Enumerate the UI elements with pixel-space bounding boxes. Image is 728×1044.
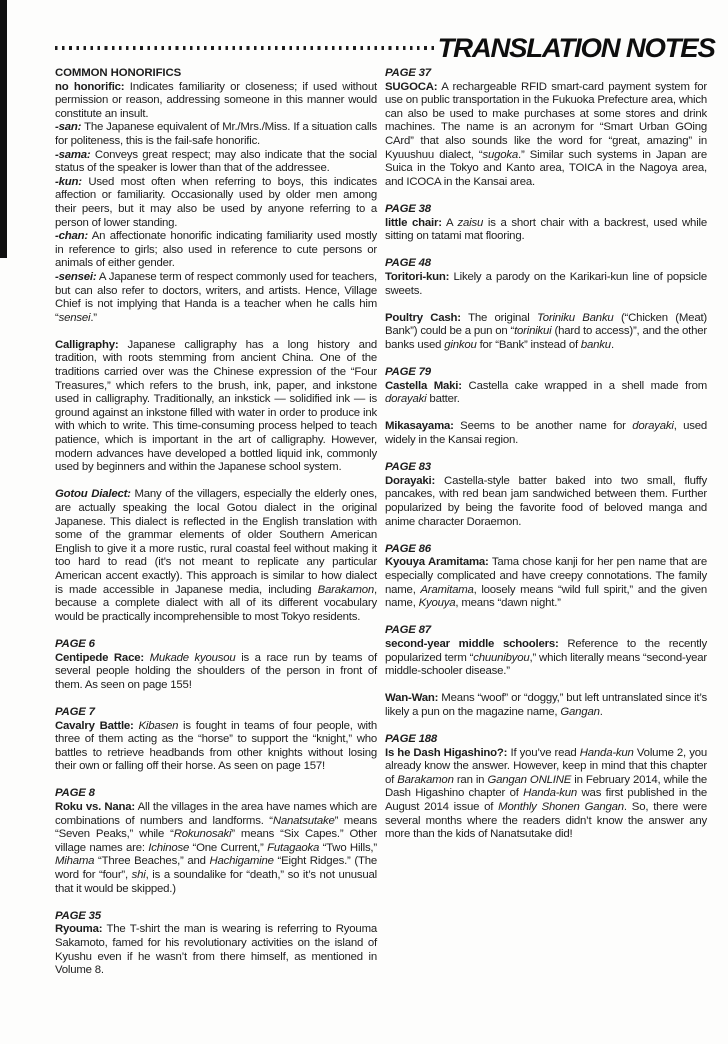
note-block bbox=[385, 624, 707, 719]
text-run: Rokunosaki bbox=[173, 828, 232, 841]
text-run: Used most often when referring to boys, this indicates affection or familiarity. Occasionally used by older men among their peers, but it may also be used by anyone referring to a person of lower standing. bbox=[55, 175, 377, 229]
text-run: “Eight Ridges.” (The word for “four”, bbox=[55, 855, 377, 882]
page-label: PAGE 37 bbox=[385, 67, 431, 79]
text-run: Toriniku Banku bbox=[537, 311, 614, 324]
text-run: little chair: bbox=[385, 216, 442, 229]
dotted-rule bbox=[55, 46, 434, 49]
text-run: Is he Dash Higashino?: bbox=[385, 746, 508, 759]
note-paragraph bbox=[385, 692, 707, 719]
text-run: Means “woof” or “doggy,” but left untranslated since it’s likely a pun on the magazine name, bbox=[385, 692, 707, 718]
page-header bbox=[55, 33, 715, 63]
text-run: Poultry Cash: bbox=[385, 311, 461, 324]
text-run: Nanatsutake bbox=[272, 814, 335, 827]
text-run: Gangan bbox=[560, 705, 600, 718]
notes-column-left bbox=[55, 67, 377, 991]
note-block bbox=[55, 638, 377, 692]
text-run: Conveys great respect; may also indicate that the social status of the speaker is lower than that of the addressee. bbox=[55, 148, 377, 175]
note-paragraph bbox=[55, 121, 377, 148]
text-run: A rechargeable RFID smart-card payment system for use on public transportation in the Fukuoka Prefecture area, which can also be used to make purchases at some stores and drink machines. The name is an acronym for “Smart Urban GOing CArd” that also sounds like the word for “great, amazing” in Kyuushuu dialect, “ bbox=[385, 80, 707, 161]
text-run: Calligraphy: bbox=[55, 338, 119, 351]
text-run: Volume 2, you already know the answer. However, keep in mind that this chapter of bbox=[385, 746, 707, 786]
text-run: second-year middle schoolers: bbox=[385, 637, 559, 650]
text-run: The Japanese equivalent of Mr./Mrs./Miss. If a situation calls for politeness, this is the fail-safe honorific. bbox=[55, 121, 377, 147]
text-run: Hachigamine bbox=[209, 855, 274, 868]
text-run: Ryouma: bbox=[55, 923, 103, 936]
text-run: is a race run by teams of several people holding the shoulders of the person in front of them. As seen on page 155! bbox=[55, 651, 377, 691]
text-run: ran in bbox=[453, 773, 488, 786]
page-label: PAGE 188 bbox=[385, 733, 438, 746]
note-paragraph bbox=[385, 638, 707, 679]
note-paragraph bbox=[55, 271, 377, 325]
text-run: Seems to be another name for bbox=[453, 420, 633, 433]
text-run: , means “dawn night.” bbox=[455, 597, 561, 610]
text-run: Gotou Dialect: bbox=[55, 488, 131, 501]
page-label: PAGE 35 bbox=[55, 909, 101, 922]
text-run: Centipede Race: bbox=[55, 651, 144, 664]
text-run: (“Chicken (Meat) Bank”) could be a pun on “ bbox=[385, 311, 708, 338]
text-run: Indicates familiarity or closeness; if used without permission or reason, addressing someone in this manner would constitute an insult. bbox=[55, 80, 377, 120]
text-run: in February 2014, while the Dash Higashino chapter of bbox=[385, 773, 707, 800]
text-run: Barakamon bbox=[317, 583, 375, 596]
text-run: banku bbox=[580, 338, 611, 351]
note-block bbox=[385, 366, 707, 448]
text-run: , because a complete dialect with all of its different vocabulary would be practically incomprehensible to most Tokyo residents. bbox=[55, 583, 377, 623]
text-run: Cavalry Battle: bbox=[55, 719, 134, 732]
text-run: Futagaoka bbox=[267, 841, 320, 854]
note-block bbox=[385, 733, 707, 842]
text-run: A bbox=[441, 216, 458, 229]
note-paragraph bbox=[385, 217, 707, 244]
text-run: Kyouya Aramitama: bbox=[385, 556, 489, 569]
text-run: Mikasayama: bbox=[385, 420, 454, 433]
text-run: ” means “Seven Peaks,” while “ bbox=[55, 814, 377, 841]
text-run: Reference to the recently popularized term “ bbox=[385, 637, 708, 664]
note-paragraph bbox=[385, 475, 707, 529]
text-run: sensei bbox=[58, 311, 91, 324]
text-run: no honorific: bbox=[55, 80, 125, 93]
note-paragraph bbox=[55, 720, 377, 774]
page-label: PAGE 83 bbox=[385, 461, 431, 474]
text-run: The T-shirt the man is wearing is referring to Ryouma Sakamoto, famed for his revolutionary activities on the island of Kyushu even if he wasn’t from there himself, as mentioned in Volume 8. bbox=[55, 923, 377, 977]
note-paragraph bbox=[385, 556, 707, 610]
text-run: All the villages in the area have names which are combinations of numbers and landforms. “ bbox=[55, 801, 377, 827]
note-block bbox=[55, 706, 377, 774]
page-label: PAGE 86 bbox=[385, 542, 431, 555]
text-run: .” bbox=[90, 311, 97, 324]
text-run: for “Bank” instead of bbox=[476, 338, 581, 351]
text-run: The original bbox=[460, 311, 538, 324]
text-run: Mukade kyousou bbox=[149, 651, 236, 664]
text-run: .” Similar such systems in Japan are Suica in the Tokyo and Kanto area, TOICA in the Nagoya area, and ICOCA in the Kansai area. bbox=[385, 148, 708, 188]
note-block bbox=[385, 67, 707, 189]
text-run: dorayaki bbox=[385, 393, 427, 406]
text-run: Roku vs. Nana: bbox=[55, 801, 135, 814]
text-run: ,” which literally means “second-year middle-schooler disease.” bbox=[385, 651, 708, 678]
note-block bbox=[55, 488, 377, 624]
text-run: Gangan ONLINE bbox=[487, 773, 572, 786]
text-run: Kyouya bbox=[418, 597, 456, 610]
text-run: Handa-kun bbox=[523, 787, 578, 800]
text-run: , loosely means “wild full spirit,” and the given name, bbox=[385, 583, 707, 610]
text-run: An affectionate honorific indicating familiarity used mostly in reference to girls; also used in reference to cute persons or animals of either gender. bbox=[55, 230, 377, 270]
text-run: Castella cake wrapped in a shell made from bbox=[461, 379, 707, 392]
text-run: Barakamon bbox=[397, 773, 454, 786]
text-run: “One Current,” bbox=[189, 841, 268, 854]
text-run: sugoka bbox=[482, 148, 519, 161]
text-run: dorayaki bbox=[632, 420, 674, 433]
note-block bbox=[55, 339, 377, 475]
text-run: is a short chair with a backrest, used while sitting on tatami mat flooring. bbox=[385, 216, 707, 243]
note-paragraph bbox=[55, 81, 377, 122]
text-run: Aramitama bbox=[420, 583, 474, 596]
note-block bbox=[55, 787, 377, 896]
text-run: Castella Maki: bbox=[385, 379, 462, 392]
page-label: PAGE 79 bbox=[385, 366, 431, 379]
text-run: -chan: bbox=[55, 230, 88, 243]
note-paragraph bbox=[55, 923, 377, 977]
notes-columns bbox=[55, 67, 707, 991]
note-paragraph bbox=[55, 652, 377, 693]
text-run: If you’ve read bbox=[507, 746, 580, 759]
text-run: , used widely in the Kansai region. bbox=[385, 420, 707, 447]
text-run: Dorayaki: bbox=[385, 474, 436, 487]
text-run: batter. bbox=[426, 393, 460, 406]
text-run: is fought in teams of four people, with three of them acting as the “horse” to support the “knight,” who battles to retrieve headbands from other knights without losing their own or falling off their horse. As seen on page 157! bbox=[55, 719, 377, 773]
note-paragraph bbox=[55, 176, 377, 230]
text-run: torinikui bbox=[514, 325, 552, 338]
text-run: chuunibyou bbox=[473, 651, 530, 664]
page-label: PAGE 6 bbox=[55, 637, 95, 650]
text-run: -kun: bbox=[55, 175, 82, 188]
text-run: . bbox=[610, 338, 614, 351]
text-run: “Two Hills,” bbox=[319, 841, 377, 854]
text-run: , is a soundalike for “death,” so it’s not unusual that it would be skipped.) bbox=[55, 869, 377, 895]
note-paragraph bbox=[55, 801, 377, 896]
note-paragraph bbox=[55, 230, 377, 271]
note-block bbox=[385, 461, 707, 529]
note-paragraph bbox=[55, 149, 377, 176]
note-paragraph bbox=[385, 420, 707, 447]
text-run: -sama: bbox=[55, 148, 91, 161]
text-run: ” means “Six Capes.” Other village names are: bbox=[55, 828, 377, 854]
text-run: “Three Beaches,” and bbox=[94, 855, 210, 868]
page-label: PAGE 87 bbox=[385, 624, 431, 637]
text-run: . So, there were several months where the readers didn’t know the answer any more than the kids of Nanatsutake did! bbox=[385, 801, 707, 841]
note-paragraph bbox=[385, 380, 707, 407]
page-label: PAGE 48 bbox=[385, 257, 431, 270]
text-run: Handa-kun bbox=[579, 746, 634, 759]
page-title: TRANSLATION NOTES bbox=[437, 32, 715, 63]
text-run: -san: bbox=[55, 121, 82, 134]
text-run: shi bbox=[131, 869, 146, 882]
note-paragraph bbox=[55, 488, 377, 624]
text-run: Likely a parody on the Karikari-kun line of popsicle sweets. bbox=[385, 270, 707, 297]
text-run: Mihama bbox=[55, 855, 95, 868]
text-run: Ichinose bbox=[148, 841, 190, 854]
text-run: was first published in the August 2014 issue of bbox=[385, 787, 707, 814]
text-run: Tama chose kanji for her pen name that are especially complicated and have creepy connotations. The family name, bbox=[385, 556, 707, 596]
note-paragraph bbox=[55, 339, 377, 475]
text-run: Castella-style batter baked into two small, fluffy pancakes, with red bean jam sandwiched between them. Further popularized by being the favorite food of beloved manga and anime character Doraemon. bbox=[385, 474, 707, 528]
text-run: ginkou bbox=[444, 338, 477, 351]
note-block bbox=[385, 203, 707, 244]
page-label: PAGE 38 bbox=[385, 202, 431, 215]
text-run: (hard to access)”, and the other banks used bbox=[385, 325, 708, 351]
note-block bbox=[55, 910, 377, 978]
text-run: A Japanese term of respect commonly used for teachers, but can also refer to doctors, writers, and artists. Hence, Village Chief is not implying that Handa is a teacher when he calls him “ bbox=[55, 270, 377, 324]
note-block bbox=[55, 67, 377, 325]
note-paragraph bbox=[385, 271, 707, 298]
text-run: -sensei: bbox=[55, 270, 97, 283]
text-run: Wan-Wan: bbox=[385, 692, 439, 705]
text-run: SUGOCA: bbox=[385, 80, 438, 93]
section-heading: COMMON HONORIFICS bbox=[55, 67, 182, 79]
scan-spine-artifact bbox=[0, 0, 7, 258]
text-run: Toritori-kun: bbox=[385, 270, 450, 283]
note-block bbox=[385, 543, 707, 611]
text-run: Kibasen bbox=[138, 719, 179, 732]
note-paragraph bbox=[385, 312, 707, 353]
text-run: Monthly Shonen Gangan bbox=[498, 801, 624, 814]
notes-column-right bbox=[385, 67, 707, 991]
note-paragraph bbox=[385, 81, 707, 190]
page-label: PAGE 8 bbox=[55, 787, 95, 800]
note-block bbox=[385, 257, 707, 352]
note-paragraph bbox=[385, 747, 707, 842]
text-run: . bbox=[599, 705, 603, 718]
text-run: Japanese calligraphy has a long history and tradition, with roots stemming from ancient China. One of the traditions carried over was the Chinese expression of the “Four Treasures,” which refers to the brush, ink, paper, and inkstone used in calligraphy. Traditionally, an inkstick — solidified ink — is ground against an inkstone filled with water in order to produce ink with which to write. This time-consuming process helped to teach patience, which is important in the art of calligraphy. However, modern advances have developed a bottled liquid ink, commonly used by beginners and within the Japanese school system. bbox=[55, 338, 377, 474]
text-run: Many of the villagers, especially the elderly ones, are actually speaking the local Gotou dialect in the original Japanese. This dialect is reflected in the English translation with some of the grammar elements of older Southern American English to give it a more rustic, rural coastal feel without making it too hard to read (it’s not meant to replicate any particular American accent exactly). This approach is similar to how dialect is made accessible in Japanese media, including bbox=[55, 488, 377, 596]
page-label: PAGE 7 bbox=[55, 705, 95, 718]
text-run: zaisu bbox=[457, 216, 484, 229]
